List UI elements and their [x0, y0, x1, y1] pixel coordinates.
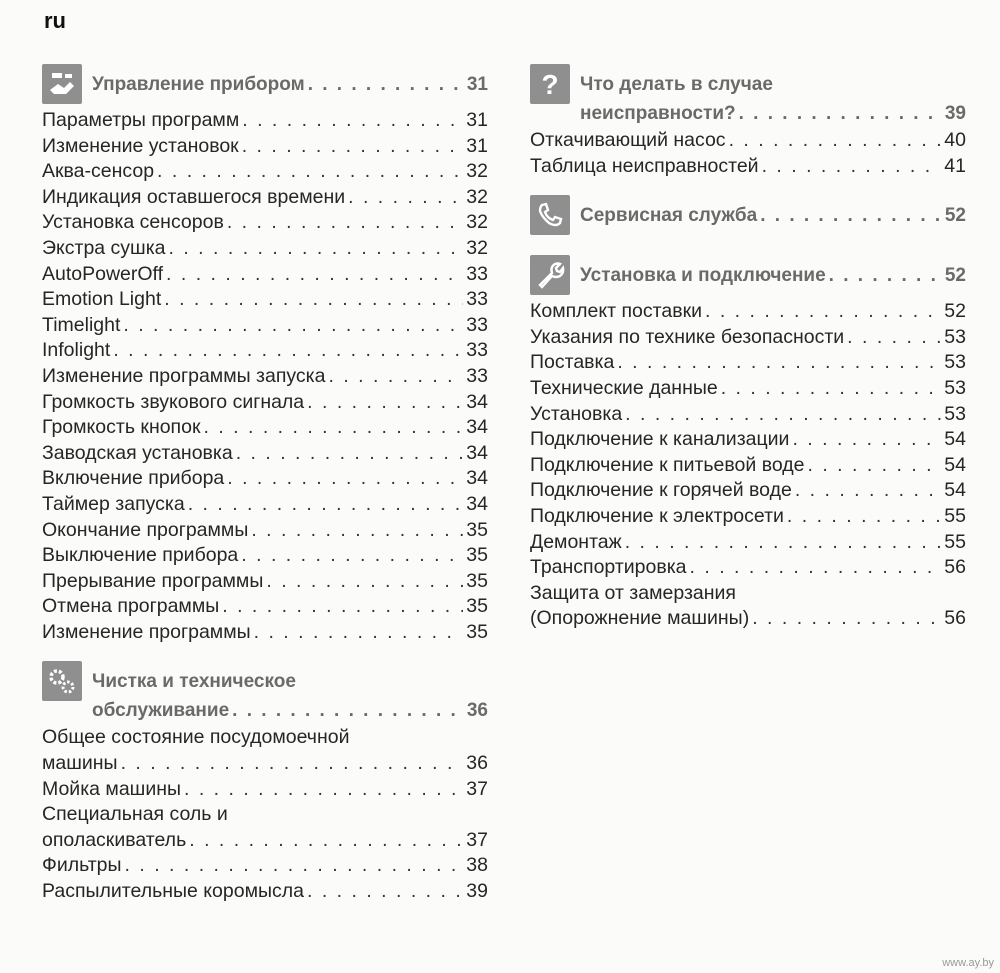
entry-page-number: 41 — [944, 154, 966, 177]
dot-leader — [617, 350, 941, 376]
entry-label: Громкость кнопок — [42, 416, 201, 439]
entry-label: Timelight — [42, 313, 121, 336]
dot-leader — [227, 466, 463, 492]
entry-page-number: 34 — [466, 467, 488, 490]
toc-line — [38, 696, 488, 725]
section-page-number: 36 — [466, 700, 488, 722]
entry-page-number: 53 — [944, 325, 966, 348]
toc-column-right — [526, 62, 966, 646]
dot-leader — [690, 555, 942, 581]
entry-page-number: 34 — [466, 390, 488, 413]
dot-leader — [307, 879, 463, 905]
dot-leader — [266, 569, 463, 595]
dot-leader — [241, 543, 463, 569]
toc-line — [42, 543, 488, 569]
toc-line — [42, 828, 488, 854]
dot-leader — [157, 159, 463, 185]
toc-section — [526, 253, 966, 632]
dot-leader — [752, 606, 941, 632]
dot-leader — [123, 313, 463, 339]
dot-leader — [227, 210, 463, 236]
toc-line — [530, 350, 966, 376]
section-entries — [38, 108, 488, 645]
entry-page-number: 54 — [944, 479, 966, 502]
entry-page-number: 32 — [466, 160, 488, 183]
entry-label: Параметры программ — [42, 109, 240, 131]
entry-label: Установка — [530, 402, 623, 425]
section-title: обслуживание — [92, 700, 230, 722]
entry-page-number: 38 — [466, 854, 488, 877]
dot-leader — [625, 530, 942, 556]
toc-line — [530, 427, 966, 453]
toc-column-left — [38, 62, 488, 919]
entry-page-number: 34 — [466, 416, 488, 439]
dot-leader — [236, 441, 464, 467]
dot-leader — [121, 751, 464, 777]
entry-page-number: 39 — [466, 880, 488, 903]
section-entries — [526, 128, 966, 179]
entry-label: Мойка машины — [42, 777, 181, 800]
entry-page-number: 53 — [944, 351, 966, 374]
entry-label: Фильтры — [42, 854, 122, 877]
entry-page-number: 31 — [466, 109, 488, 131]
toc-line — [530, 299, 966, 325]
entry-label: Отмена программы — [42, 595, 220, 618]
entry-label: Заводская установка — [42, 441, 233, 464]
entry-label: Поставка — [530, 351, 615, 374]
toc-line — [530, 504, 966, 530]
entry-label: Установка сенсоров — [42, 211, 224, 234]
entry-page-number: 33 — [466, 288, 488, 311]
entry-page-number: 54 — [944, 453, 966, 476]
dot-leader — [308, 70, 464, 99]
dot-leader — [625, 402, 941, 428]
entry-page-number: 53 — [944, 402, 966, 425]
toc-line — [530, 530, 966, 556]
dot-leader — [792, 427, 941, 453]
section-page-number: 39 — [944, 103, 966, 124]
toc-line — [530, 555, 966, 581]
toc-line — [42, 879, 488, 905]
toc-line — [530, 154, 966, 180]
dot-leader — [328, 364, 463, 390]
entry-page-number: 32 — [466, 236, 488, 259]
toc-line — [42, 313, 488, 339]
entry-page-number: 54 — [944, 428, 966, 451]
entry-label: Изменение программы — [42, 620, 251, 643]
entry-page-number: 31 — [466, 134, 488, 157]
entry-label: Таблица неисправностей — [530, 154, 759, 177]
section-heading — [38, 62, 488, 108]
toc-line — [38, 62, 488, 99]
section-title: неисправности? — [580, 103, 736, 124]
toc-line — [42, 108, 488, 134]
entry-page-number: 35 — [466, 620, 488, 643]
toc-line — [530, 128, 966, 154]
toc-line — [530, 325, 966, 351]
dot-leader — [705, 299, 941, 325]
section-entries — [38, 725, 488, 904]
toc-line — [526, 193, 966, 230]
dot-leader — [242, 108, 463, 134]
entry-page-number: 55 — [944, 504, 966, 527]
entry-page-number: 35 — [466, 544, 488, 567]
toc-section — [38, 659, 488, 904]
toc-line — [42, 364, 488, 390]
dot-leader — [184, 777, 463, 803]
entry-page-number: 34 — [466, 441, 488, 464]
dot-leader — [729, 128, 942, 154]
entry-label: Подключение к канализации — [530, 428, 790, 451]
entry-label: Указания по технике безопасности — [530, 325, 845, 348]
toc-line — [42, 287, 488, 313]
entry-page-number: 34 — [466, 492, 488, 515]
toc-line — [42, 518, 488, 544]
hand-control-icon — [42, 64, 82, 104]
entry-page-number: 32 — [466, 211, 488, 234]
entry-label: машины — [42, 752, 118, 775]
toc-line — [42, 236, 488, 262]
toc-line — [42, 802, 488, 828]
toc-section — [526, 62, 966, 179]
toc-line — [42, 569, 488, 595]
entry-label: Выключение прибора — [42, 544, 239, 567]
entry-label: Общее состояние посудомоечной — [42, 726, 350, 749]
entry-page-number: 52 — [944, 300, 966, 323]
section-heading — [526, 253, 966, 299]
entry-page-number: 35 — [466, 569, 488, 592]
dot-leader — [189, 828, 463, 854]
toc-line — [42, 185, 488, 211]
entry-label: Изменение установок — [42, 134, 239, 157]
toc-line — [42, 210, 488, 236]
toc-line — [526, 99, 966, 128]
entry-label: Индикация оставшегося времени — [42, 185, 346, 208]
dot-leader — [113, 338, 463, 364]
toc-line — [526, 253, 966, 290]
entry-label: Экстра сушка — [42, 236, 166, 259]
entry-label: Подключение к горячей воде — [530, 479, 792, 502]
entry-label: Защита от замерзания — [530, 581, 736, 604]
toc-line — [42, 620, 488, 646]
entry-label: Откачивающий насос — [530, 129, 726, 151]
dot-leader — [169, 236, 464, 262]
section-page-number: 52 — [944, 205, 966, 227]
entry-label: Окончание программы — [42, 518, 249, 541]
dot-leader — [222, 594, 463, 620]
phone-icon — [530, 195, 570, 235]
toc-line — [42, 159, 488, 185]
section-entries — [526, 299, 966, 632]
toc-line — [42, 262, 488, 288]
section-title: Сервисная служба — [580, 205, 758, 227]
toc-section — [38, 62, 488, 645]
entry-label: ополаскиватель — [42, 828, 187, 851]
dot-leader — [307, 390, 463, 416]
toc-line — [42, 594, 488, 620]
entry-page-number: 35 — [466, 518, 488, 541]
entry-page-number: 33 — [466, 313, 488, 336]
dot-leader — [760, 201, 942, 230]
wrench-icon — [530, 255, 570, 295]
dot-leader — [847, 325, 941, 351]
svg-text:?: ? — [541, 69, 559, 100]
dot-leader — [125, 853, 464, 879]
toc-line — [42, 725, 488, 751]
dot-leader — [739, 99, 942, 128]
entry-label: Распылительные коромысла — [42, 880, 304, 903]
entry-label: Подключение к электросети — [530, 504, 784, 527]
dot-leader — [795, 478, 941, 504]
entry-label: Таймер запуска — [42, 492, 185, 515]
section-heading — [526, 62, 966, 128]
toc-line — [42, 777, 488, 803]
dot-leader — [232, 696, 464, 725]
section-heading — [38, 659, 488, 725]
toc-line — [530, 376, 966, 402]
entry-label: Прерывание программы — [42, 569, 264, 592]
entry-label: Включение прибора — [42, 467, 225, 490]
dot-leader — [348, 185, 463, 211]
entry-label: (Опорожнение машины) — [530, 607, 750, 630]
entry-page-number: 53 — [944, 376, 966, 399]
toc-line — [42, 492, 488, 518]
entry-label: Специальная соль и — [42, 803, 228, 826]
dot-leader — [242, 134, 464, 160]
question-icon — [530, 64, 570, 104]
entry-page-number: 37 — [466, 777, 488, 800]
dot-leader — [787, 504, 941, 530]
section-heading — [526, 193, 966, 239]
watermark: www.ay.by — [942, 957, 994, 969]
entry-label: Технические данные — [530, 376, 718, 399]
toc-line — [526, 62, 966, 99]
entry-label: Изменение программы запуска — [42, 364, 326, 387]
section-title: Установка и подключение — [580, 265, 826, 287]
toc-line — [530, 402, 966, 428]
gears-icon — [42, 661, 82, 701]
dot-leader — [254, 620, 464, 646]
dot-leader — [164, 287, 463, 313]
section-page-number: 31 — [466, 74, 488, 95]
entry-page-number: 35 — [466, 595, 488, 618]
entry-label: Emotion Light — [42, 288, 162, 311]
dot-leader — [721, 376, 942, 402]
section-page-number: 52 — [944, 265, 966, 287]
toc-line — [42, 853, 488, 879]
toc-section — [526, 193, 966, 239]
entry-page-number: 36 — [466, 752, 488, 775]
toc-line — [530, 478, 966, 504]
dot-leader — [829, 261, 942, 290]
entry-page-number: 33 — [466, 364, 488, 387]
dot-leader — [166, 262, 463, 288]
entry-page-number: 40 — [944, 129, 966, 151]
toc-line — [42, 466, 488, 492]
dot-leader — [251, 518, 463, 544]
dot-leader — [188, 492, 464, 518]
section-title: Управление прибором — [92, 74, 305, 95]
entry-page-number: 56 — [944, 607, 966, 630]
entry-page-number: 37 — [466, 828, 488, 851]
entry-page-number: 55 — [944, 530, 966, 553]
dot-leader — [807, 453, 941, 479]
dot-leader — [204, 415, 464, 441]
entry-page-number: 32 — [466, 185, 488, 208]
language-code: ru — [44, 8, 66, 33]
toc-line — [42, 441, 488, 467]
entry-page-number: 56 — [944, 556, 966, 579]
toc-line — [42, 390, 488, 416]
entry-label: Комплект поставки — [530, 300, 702, 323]
entry-page-number: 33 — [466, 262, 488, 285]
toc-line — [530, 453, 966, 479]
toc-line — [38, 659, 488, 696]
section-title: Чистка и техническое — [92, 671, 296, 693]
dot-leader — [762, 154, 942, 180]
toc-line — [42, 338, 488, 364]
toc-line — [42, 751, 488, 777]
entry-label: Демонтаж — [530, 530, 622, 553]
toc-line — [530, 581, 966, 607]
entry-label: AutoPowerOff — [42, 262, 164, 285]
entry-page-number: 33 — [466, 339, 488, 362]
section-title: Что делать в случае — [580, 74, 773, 95]
toc-line — [42, 415, 488, 441]
entry-label: Транспортировка — [530, 556, 687, 579]
entry-label: Аква-сенсор — [42, 160, 155, 183]
entry-label: Подключение к питьевой воде — [530, 453, 805, 476]
toc-line — [42, 134, 488, 160]
entry-label: Infolight — [42, 339, 111, 362]
toc-line — [530, 606, 966, 632]
entry-label: Громкость звукового сигнала — [42, 390, 305, 413]
